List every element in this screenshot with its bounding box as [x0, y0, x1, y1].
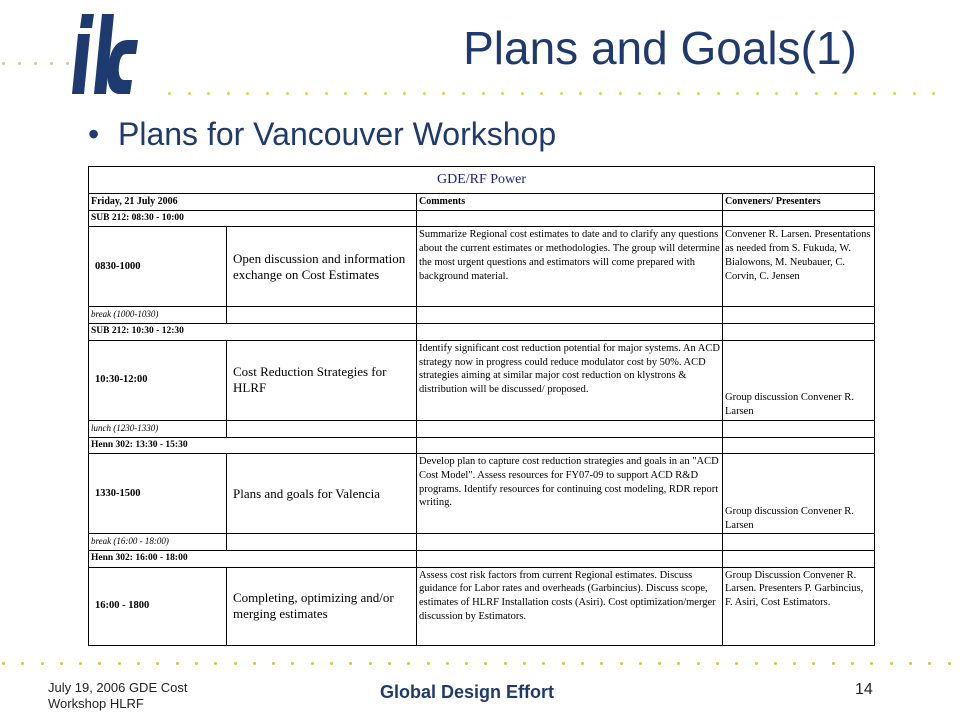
empty-cell: [723, 534, 875, 551]
dot: [579, 92, 582, 95]
dot: [188, 92, 191, 95]
dot: [60, 662, 63, 665]
dot: [677, 662, 680, 665]
session-time: 16:00 - 1800: [89, 567, 227, 645]
dot: [504, 662, 507, 665]
dot: [815, 92, 818, 95]
header-comments: Comments: [417, 194, 723, 211]
table-row: [89, 227, 875, 307]
dot: [501, 92, 504, 95]
empty-cell: [417, 437, 723, 454]
dot: [716, 662, 719, 665]
session-comments: Assess cost risk factors from current Regional estimates. Discuss guidance for Labor rates and overheads (Garbincius). Discuss scope, estimates of HLRF Installation costs (Asiri). Cost optimization/merger discussion by Estimators.: [417, 567, 723, 645]
dot: [369, 662, 372, 665]
dot: [253, 662, 256, 665]
dot: [775, 92, 778, 95]
dot: [756, 92, 759, 95]
dot: [619, 92, 622, 95]
bullet-text: Plans for Vancouver Workshop: [118, 116, 557, 152]
dot: [638, 92, 641, 95]
session-time: 1330-1500: [89, 454, 227, 534]
footer-org-name: Global Design Effort: [380, 682, 555, 702]
dot: [890, 662, 893, 665]
dot: [620, 662, 623, 665]
dot: [793, 662, 796, 665]
dot: [851, 662, 854, 665]
dot: [41, 662, 44, 665]
dot: [2, 662, 5, 665]
dot: [581, 662, 584, 665]
empty-cell: [723, 210, 875, 227]
dot: [697, 662, 700, 665]
dot: [542, 662, 545, 665]
empty-cell: [723, 324, 875, 341]
empty-cell: [417, 210, 723, 227]
dot: [330, 662, 333, 665]
dot: [21, 662, 24, 665]
dot: [736, 92, 739, 95]
dot: [195, 662, 198, 665]
session-room: Henn 302: 16:00 - 18:00: [89, 550, 417, 567]
schedule-table: [88, 166, 875, 646]
dot: [523, 662, 526, 665]
table-row: [89, 454, 875, 534]
session-conveners: Convener R. Larsen. Presentations as needed from S. Fukuda, W. Bialowons, M. Neubauer, C. Corvin, C. Jensen: [723, 227, 875, 307]
session-topic: Plans and goals for Valencia: [227, 454, 417, 534]
dot: [349, 662, 352, 665]
dot: [311, 662, 314, 665]
break-label: lunch (1230-1330): [89, 420, 227, 437]
dot: [600, 662, 603, 665]
decorative-dots-top: [168, 89, 952, 97]
dot: [118, 662, 121, 665]
empty-cell: [417, 550, 723, 567]
page-number: 14: [855, 681, 873, 698]
session-time: 0830-1000: [89, 227, 227, 307]
break-label: break (1000-1030): [89, 307, 227, 324]
empty-cell: [723, 307, 875, 324]
dot: [291, 662, 294, 665]
dot: [913, 92, 916, 95]
dot: [909, 662, 912, 665]
dot: [540, 92, 543, 95]
break-label: break (16:00 - 18:00): [89, 534, 227, 551]
dot: [639, 662, 642, 665]
dot: [344, 92, 347, 95]
dot: [427, 662, 430, 665]
dot: [168, 92, 171, 95]
empty-cell: [723, 437, 875, 454]
footer-date: July 19, 2006 GDE Cost Workshop HLRF: [48, 680, 188, 711]
dot: [266, 92, 269, 95]
dot: [407, 662, 410, 665]
session-comments: Develop plan to capture cost reduction strategies and goals in an "ACD Cost Model". Assess resources for FY07-09 to support ACD R&D programs. Identify resources for continuing cost modeling, RDR report writing.: [417, 454, 723, 534]
dot: [423, 92, 426, 95]
dot: [521, 92, 524, 95]
dot: [305, 92, 308, 95]
dot: [482, 92, 485, 95]
dot: [873, 92, 876, 95]
dot: [384, 92, 387, 95]
table-row: [89, 340, 875, 420]
dot: [658, 92, 661, 95]
session-conveners: Group discussion Convener R. Larsen: [723, 454, 875, 534]
dot: [932, 92, 935, 95]
dot: [364, 92, 367, 95]
session-topic: Open discussion and information exchange on Cost Estimates: [227, 227, 417, 307]
session-comments: Summarize Regional cost estimates to date and to clarify any questions about the current estimates or methodologies. The group will determine the most urgent questions and estimators will come prepared with background material.: [417, 227, 723, 307]
session-topic: Cost Reduction Strategies for HLRF: [227, 340, 417, 420]
dot: [50, 62, 53, 65]
dot: [834, 92, 837, 95]
dot: [34, 62, 37, 65]
dot: [599, 92, 602, 95]
dot: [465, 662, 468, 665]
ilc-logo: [70, 10, 142, 105]
dot: [246, 92, 249, 95]
dot: [403, 92, 406, 95]
decorative-dots-bottom: [2, 659, 960, 667]
session-conveners: Group discussion Convener R. Larsen: [723, 340, 875, 420]
dot: [560, 92, 563, 95]
dot: [227, 92, 230, 95]
empty-cell: [417, 534, 723, 551]
bullet-item: [88, 114, 556, 154]
dot: [774, 662, 777, 665]
empty-cell: [227, 534, 417, 551]
empty-cell: [417, 420, 723, 437]
dot: [156, 662, 159, 665]
dot: [717, 92, 720, 95]
session-conveners: Group Discussion Convener R. Larsen. Presenters P. Garbincius, F. Asiri, Cost Estimators.: [723, 567, 875, 645]
dot: [697, 92, 700, 95]
dot: [176, 662, 179, 665]
session-comments: Identify significant cost reduction potential for major systems. An ACD strategy now in progress could reduce modulator cost by 50%. ACD strategies aiming at similar major cost reduction on klystrons & distribution will be discussed/ proposed.: [417, 340, 723, 420]
dot: [735, 662, 738, 665]
table-title: GDE/RF Power: [89, 167, 875, 194]
dot: [2, 62, 5, 65]
dot: [812, 662, 815, 665]
session-topic: Completing, optimizing and/or merging estimates: [227, 567, 417, 645]
dot: [18, 62, 21, 65]
dot: [854, 92, 857, 95]
bullet-marker: •: [88, 116, 100, 152]
dot: [462, 92, 465, 95]
dot: [484, 662, 487, 665]
dot: [948, 662, 951, 665]
table-row: [89, 567, 875, 645]
empty-cell: [417, 324, 723, 341]
dot: [137, 662, 140, 665]
dot: [388, 662, 391, 665]
dot: [234, 662, 237, 665]
dot: [893, 92, 896, 95]
session-time: 10:30-12:00: [89, 340, 227, 420]
header-date: Friday, 21 July 2006: [89, 194, 417, 211]
dot: [442, 92, 445, 95]
dot: [832, 662, 835, 665]
dot: [214, 662, 217, 665]
dot: [928, 662, 931, 665]
dot: [562, 662, 565, 665]
header-conveners: Conveners/ Presenters: [723, 194, 875, 211]
session-room: Henn 302: 13:30 - 15:30: [89, 437, 417, 454]
dot: [325, 92, 328, 95]
session-room: SUB 212: 10:30 - 12:30: [89, 324, 417, 341]
dot: [870, 662, 873, 665]
dot: [755, 662, 758, 665]
dot: [272, 662, 275, 665]
slide-title: Plans and Goals(1): [463, 22, 857, 74]
empty-cell: [723, 550, 875, 567]
dot: [207, 92, 210, 95]
dot: [658, 662, 661, 665]
session-room: SUB 212: 08:30 - 10:00: [89, 210, 417, 227]
empty-cell: [227, 420, 417, 437]
dot: [286, 92, 289, 95]
empty-cell: [417, 307, 723, 324]
dot: [677, 92, 680, 95]
dot: [79, 662, 82, 665]
empty-cell: [723, 420, 875, 437]
dot: [66, 62, 69, 65]
empty-cell: [227, 307, 417, 324]
dot: [98, 662, 101, 665]
dot: [446, 662, 449, 665]
dot: [795, 92, 798, 95]
